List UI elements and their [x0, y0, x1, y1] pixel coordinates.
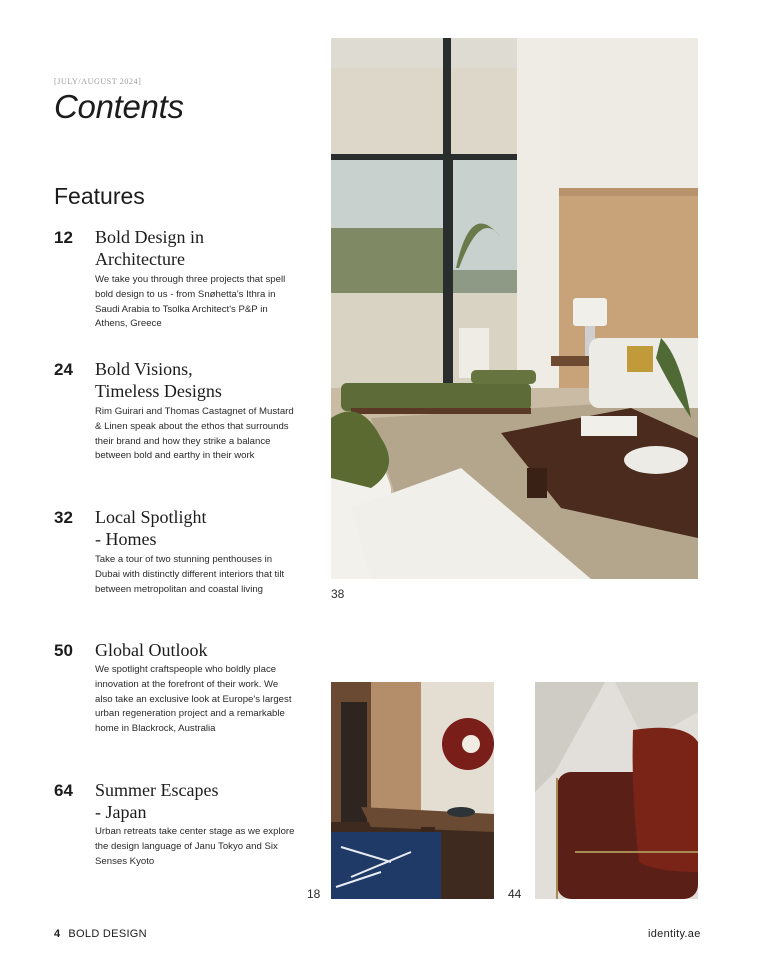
photo-page-number: 44 — [508, 887, 522, 901]
entry-heading: Local Spotlight - Homes — [95, 507, 207, 549]
footer-website[interactable]: identity.ae — [648, 928, 701, 940]
footer-page-number: 4 — [54, 928, 61, 940]
entry-description: Rim Guirari and Thomas Castagnet of Mustard & Linen speak about the ethos that surrounds their brand and how they strike a balance between bold and earthy in their work — [95, 406, 294, 462]
living-room-illustration — [331, 38, 698, 579]
interior-table-illustration — [331, 682, 494, 899]
footer-section-name: BOLD DESIGN — [68, 928, 147, 940]
entry-description: We spotlight craftspeople who boldly place innovation at the forefront of their work. We also take an exclusive look at Europe's largest urban regeneration project and a remarkable home in Blackrock, Australia — [95, 664, 292, 735]
entry-heading: Bold Design in Architecture — [95, 227, 205, 269]
entry-page-number: 24 — [54, 360, 73, 379]
entry-page-number: 32 — [54, 508, 73, 527]
section-title: Features — [54, 183, 145, 209]
photo-page-number: 18 — [307, 887, 321, 901]
interior-table-photo[interactable] — [331, 682, 494, 899]
page-title: Contents — [54, 88, 184, 125]
entry-page-number: 12 — [54, 228, 73, 247]
entry-heading: Global Outlook — [95, 640, 208, 660]
entry-heading: Bold Visions, Timeless Designs — [95, 359, 222, 401]
leather-chair-photo[interactable] — [535, 682, 698, 899]
entry-page-number: 50 — [54, 641, 73, 660]
entry-page-number: 64 — [54, 781, 73, 800]
leather-chair-illustration — [535, 682, 698, 899]
issue-date: [JULY/AUGUST 2024] — [54, 77, 142, 86]
entry-heading: Summer Escapes - Japan — [95, 780, 219, 822]
photo-page-number: 38 — [331, 587, 345, 601]
living-room-photo[interactable] — [331, 38, 698, 579]
entry-description: Urban retreats take center stage as we explore the design language of Janu Tokyo and Six Senses Kyoto — [95, 826, 295, 867]
footer-section — [54, 928, 147, 940]
entry-description: We take you through three projects that spell bold design to us - from Snøhetta's Ithra in Saudi Arabia to Tsolka Architect's P&P in Athens, Greece — [95, 274, 286, 330]
entry-description: Take a tour of two stunning penthouses in Dubai with distinctly different interiors that tilt between metropolitan and coastal living — [95, 554, 285, 595]
